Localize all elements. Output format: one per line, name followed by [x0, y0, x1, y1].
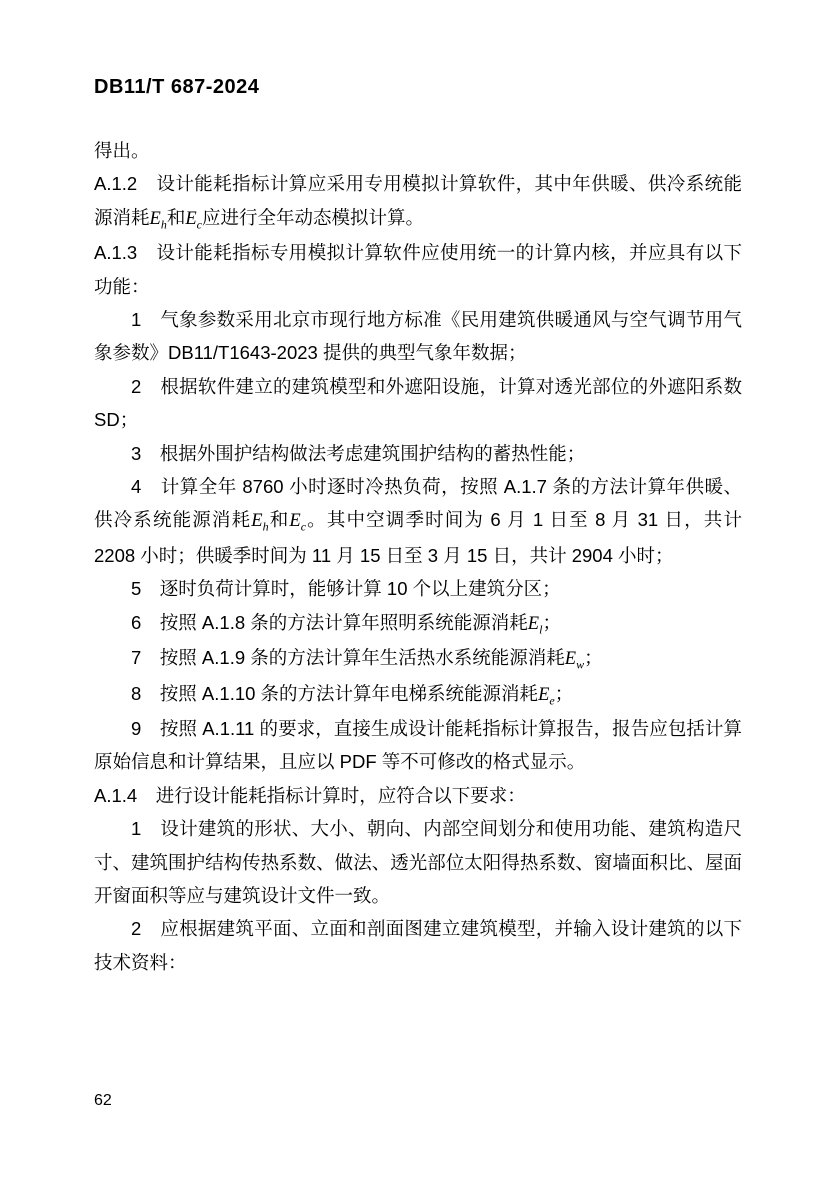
numbered-item-paragraph: 1 气象参数采用北京市现行地方标准《民用建筑供暖通风与空气调节用气象参数》DB11/T1643-2023 提供的典型气象年数据； — [94, 309, 742, 364]
math-symbol: $E_c$ — [289, 511, 307, 535]
page-number: 62 — [94, 1092, 112, 1109]
math-symbol: $E_c$ — [185, 208, 202, 232]
clause-paragraph: A.1.4 进行设计能耗指标计算时，应符合以下要求： — [94, 784, 526, 806]
math-symbol: $E_w$ — [564, 649, 585, 672]
numbered-item-paragraph: 4 计算全年 8760 小时逐时冷热负荷，按照 A.1.7 条的方法计算年供暖、供冷系统能源消耗$E_h$和$E_c$。其中空调季时间为 6 月 1 日至 8 月 31 日，共计 2208 小时；供暖季时间为 11 月 15 日至 3 月 15 日，共计 2904 小时； — [94, 476, 742, 566]
document-code-header: DB11/T 687-2024 — [94, 76, 260, 98]
numbered-item-paragraph: 8 按照 A.1.10 条的方法计算年电梯系统能源消耗$E_e$； — [131, 682, 574, 708]
numbered-item-paragraph: 2 根据软件建立的建筑模型和外遮阳设施，计算对透光部位的外遮阳系数 SD； — [94, 375, 742, 431]
math-symbol: $E_l$ — [527, 613, 543, 637]
numbered-item-paragraph: 6 按照 A.1.8 条的方法计算年照明系统能源消耗$E_l$； — [131, 611, 561, 637]
clause-paragraph: A.1.2 设计能耗指标计算应采用专用模拟计算软件，其中年供暖、供冷系统能源消耗$E_h$和$E_c$应进行全年动态模拟计算。 — [94, 173, 742, 232]
numbered-item-paragraph: 3 根据外围护结构做法考虑建筑围护结构的蓄热性能； — [131, 442, 586, 464]
numbered-item-paragraph: 5 逐时负荷计算时，能够计算 10 个以上建筑分区； — [131, 578, 561, 600]
math-symbol: $E_h$ — [251, 511, 269, 535]
numbered-item-paragraph: 7 按照 A.1.9 条的方法计算年生活热水系统能源消耗$E_w$； — [131, 647, 603, 672]
clause-paragraph: 得出。 — [94, 140, 150, 161]
numbered-item-paragraph: 1 设计建筑的形状、大小、朝向、内部空间划分和使用功能、建筑构造尺寸、建筑围护结构传热系数、做法、透光部位太阳得热系数、窗墙面积比、屋面开窗面积等应与建筑设计文件一致。 — [94, 818, 742, 906]
math-symbol: $E_h$ — [149, 208, 167, 232]
math-symbol: $E_e$ — [538, 684, 555, 708]
numbered-item-paragraph: 9 按照 A.1.11 的要求，直接生成设计能耗指标计算报告，报告应包括计算原始信息和计算结果，且应以 PDF 等不可修改的格式显示。 — [94, 717, 742, 773]
clause-paragraph: A.1.3 设计能耗指标专用模拟计算软件应使用统一的计算内核，并应具有以下功能： — [94, 242, 742, 297]
numbered-item-paragraph: 2 应根据建筑平面、立面和剖面图建立建筑模型，并输入设计建筑的以下技术资料： — [94, 918, 742, 973]
document-body — [94, 134, 742, 979]
